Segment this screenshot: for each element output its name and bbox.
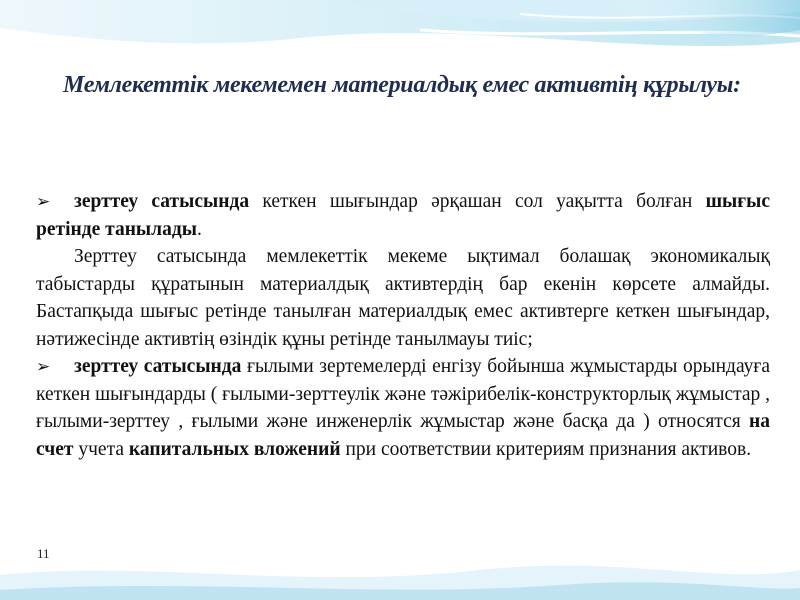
text-run: учета (73, 438, 129, 460)
bold-text-run: на счет (36, 411, 770, 460)
page-number: 11 (37, 546, 50, 561)
bold-text-run: зерттеу сатысында (74, 191, 250, 212)
text-run: при соответствии критериям признания активов. (340, 438, 752, 460)
bold-text-run: зерттеу сатысында (74, 356, 242, 377)
text-run: ғылыми зертемелерді енгізу бойынша жұмыстарды орындауға кеткен шығындарды ( ғылыми-зерттеулік және тәжірибелік-конструкторлық жұмыстар , ғылыми-зерттеу , ғылыми және инженерлік жұмыстар және басқа да ) относятся (36, 356, 771, 432)
slide-title: Мемлекеттік мекемемен материалдық емес активтің құрылуы: (63, 72, 741, 98)
arrow-bullet-icon: ➢ (36, 192, 51, 211)
arrow-bullet-icon: ➢ (36, 357, 51, 376)
bullet-paragraph (36, 188, 770, 243)
bold-text-run: капитальных вложений (128, 438, 341, 460)
body-paragraph (36, 243, 770, 353)
bullet-paragraph (36, 353, 770, 463)
text-run: Зерттеу сатысында мемлекеттік мекеме ықтимал болашақ экономикалық табыстарды құратынын материалдық активтердің бар екенін көрсете алмайды. Бастапқыда шығыс ретінде танылған материалдық емес активтерге кеткен шығындар, нәтижесінде активтің өзіндік құны ретінде танылмауы тиіс; (36, 246, 770, 350)
text-run: . (196, 218, 202, 240)
bold-text-run: шығыс ретінде танылады (36, 191, 770, 240)
slide-body (36, 188, 770, 463)
text-run: кеткен шығындар әрқашан сол уақытта болған (249, 191, 706, 212)
